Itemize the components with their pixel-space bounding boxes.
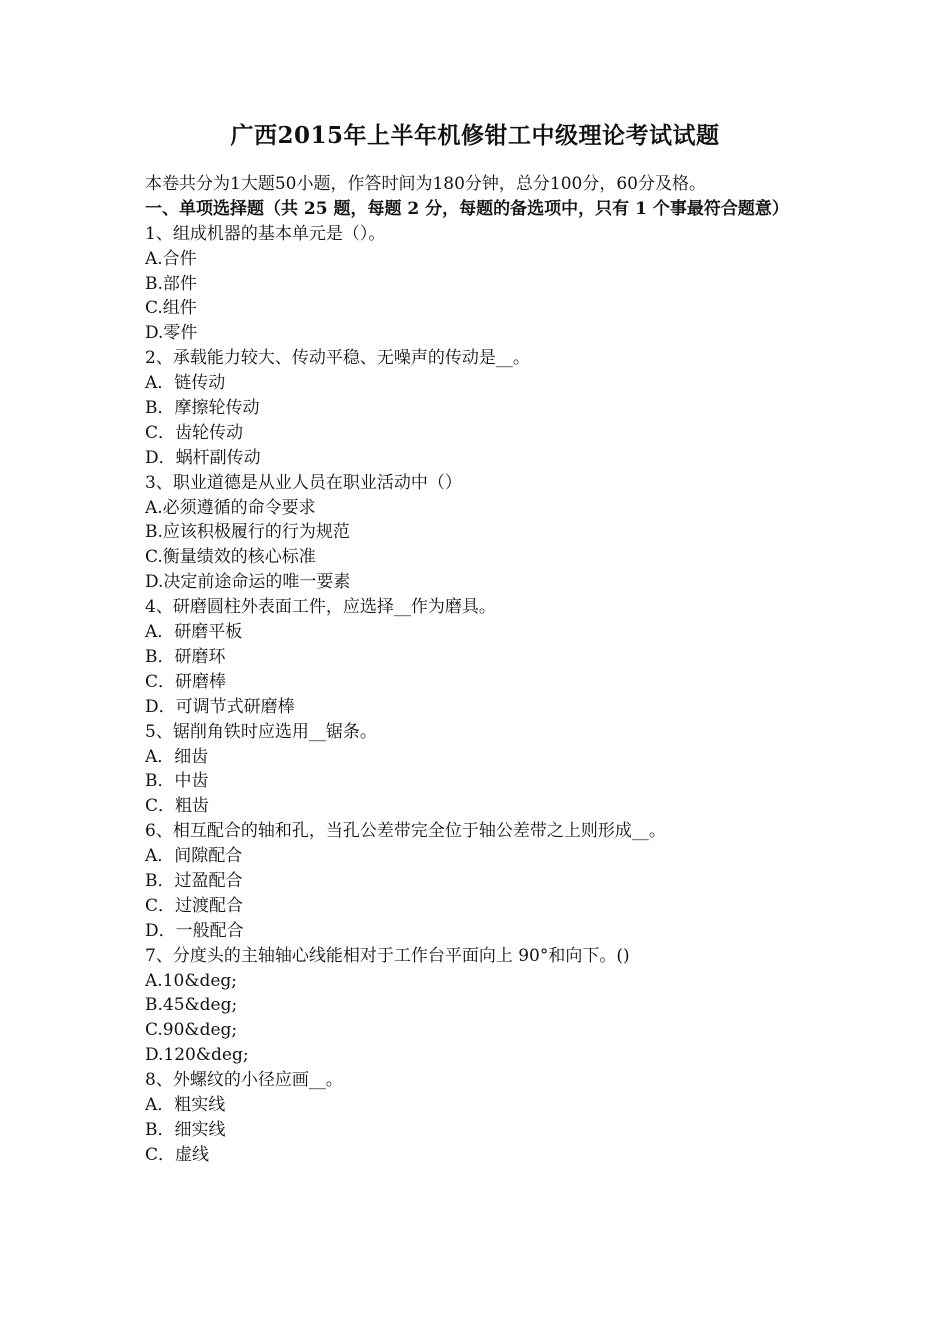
question-block bbox=[145, 471, 810, 595]
question-block bbox=[145, 944, 810, 1068]
answer-option: B.部件 bbox=[145, 273, 197, 294]
answer-option: B.应该积极履行的行为规范 bbox=[145, 522, 350, 543]
question-block bbox=[145, 1068, 810, 1168]
question-block bbox=[145, 720, 810, 820]
exam-intro: 本卷共分为1大题50小题，作答时间为180分钟，总分100分，60分及格。 bbox=[145, 174, 706, 194]
question-stem: 1、组成机器的基本单元是（）。 bbox=[145, 223, 386, 244]
question-stem: 2、承载能力较大、传动平稳、无噪声的传动是__。 bbox=[145, 348, 530, 369]
answer-option: C．研磨棒 bbox=[145, 671, 227, 692]
answer-option: A．链传动 bbox=[145, 373, 226, 394]
answer-option: B．过盈配合 bbox=[145, 870, 243, 891]
answer-option: B．摩擦轮传动 bbox=[145, 398, 260, 419]
answer-option: B.45&deg; bbox=[145, 995, 238, 1016]
document-title: 广西2015年上半年机修钳工中级理论考试试题 bbox=[230, 122, 720, 149]
answer-option: C.组件 bbox=[145, 298, 197, 319]
answer-option: D.零件 bbox=[145, 323, 198, 344]
answer-option: B．研磨环 bbox=[145, 646, 226, 667]
answer-option: B．中齿 bbox=[145, 771, 209, 792]
question-stem: 8、外螺纹的小径应画__。 bbox=[145, 1070, 343, 1091]
answer-option: C.90&deg; bbox=[145, 1020, 238, 1041]
answer-option: A．间隙配合 bbox=[145, 846, 243, 867]
answer-option: D．一般配合 bbox=[145, 920, 244, 941]
question-stem: 7、分度头的主轴轴心线能相对于工作台平面向上 90°和向下。() bbox=[145, 945, 630, 966]
question-block bbox=[145, 819, 810, 943]
answer-option: D.120&deg; bbox=[145, 1045, 249, 1066]
answer-option: C．虚线 bbox=[145, 1144, 210, 1165]
question-stem: 6、相互配合的轴和孔，当孔公差带完全位于轴公差带之上则形成__。 bbox=[145, 821, 666, 842]
question-stem: 3、职业道德是从业人员在职业活动中（） bbox=[145, 472, 462, 493]
answer-option: A.10&deg; bbox=[145, 970, 237, 991]
answer-option: B．细实线 bbox=[145, 1119, 226, 1140]
answer-option: C．齿轮传动 bbox=[145, 422, 244, 443]
question-block bbox=[145, 222, 810, 346]
answer-option: A．粗实线 bbox=[145, 1094, 226, 1115]
question-stem: 4、研磨圆柱外表面工件，应选择__作为磨具。 bbox=[145, 597, 496, 618]
question-block bbox=[145, 346, 810, 470]
section-heading: 一、单项选择题（共 25 题，每题 2 分，每题的备选项中，只有 1 个事最符合题意） bbox=[145, 198, 789, 219]
answer-option: C．粗齿 bbox=[145, 796, 210, 817]
question-block bbox=[145, 595, 810, 719]
question-stem: 5、锯削角铁时应选用__锯条。 bbox=[145, 721, 377, 742]
answer-option: D．蜗杆副传动 bbox=[145, 447, 261, 468]
answer-option: C．过渡配合 bbox=[145, 895, 244, 916]
question-list bbox=[145, 222, 810, 1168]
answer-option: A.合件 bbox=[145, 248, 197, 269]
answer-option: D.决定前途命运的唯一要素 bbox=[145, 572, 351, 593]
answer-option: A.必须遵循的命令要求 bbox=[145, 497, 316, 518]
answer-option: A．细齿 bbox=[145, 746, 209, 767]
answer-option: A．研磨平板 bbox=[145, 622, 243, 643]
document-body bbox=[145, 172, 810, 1168]
answer-option: C.衡量绩效的核心标准 bbox=[145, 547, 316, 568]
answer-option: D．可调节式研磨棒 bbox=[145, 696, 295, 717]
